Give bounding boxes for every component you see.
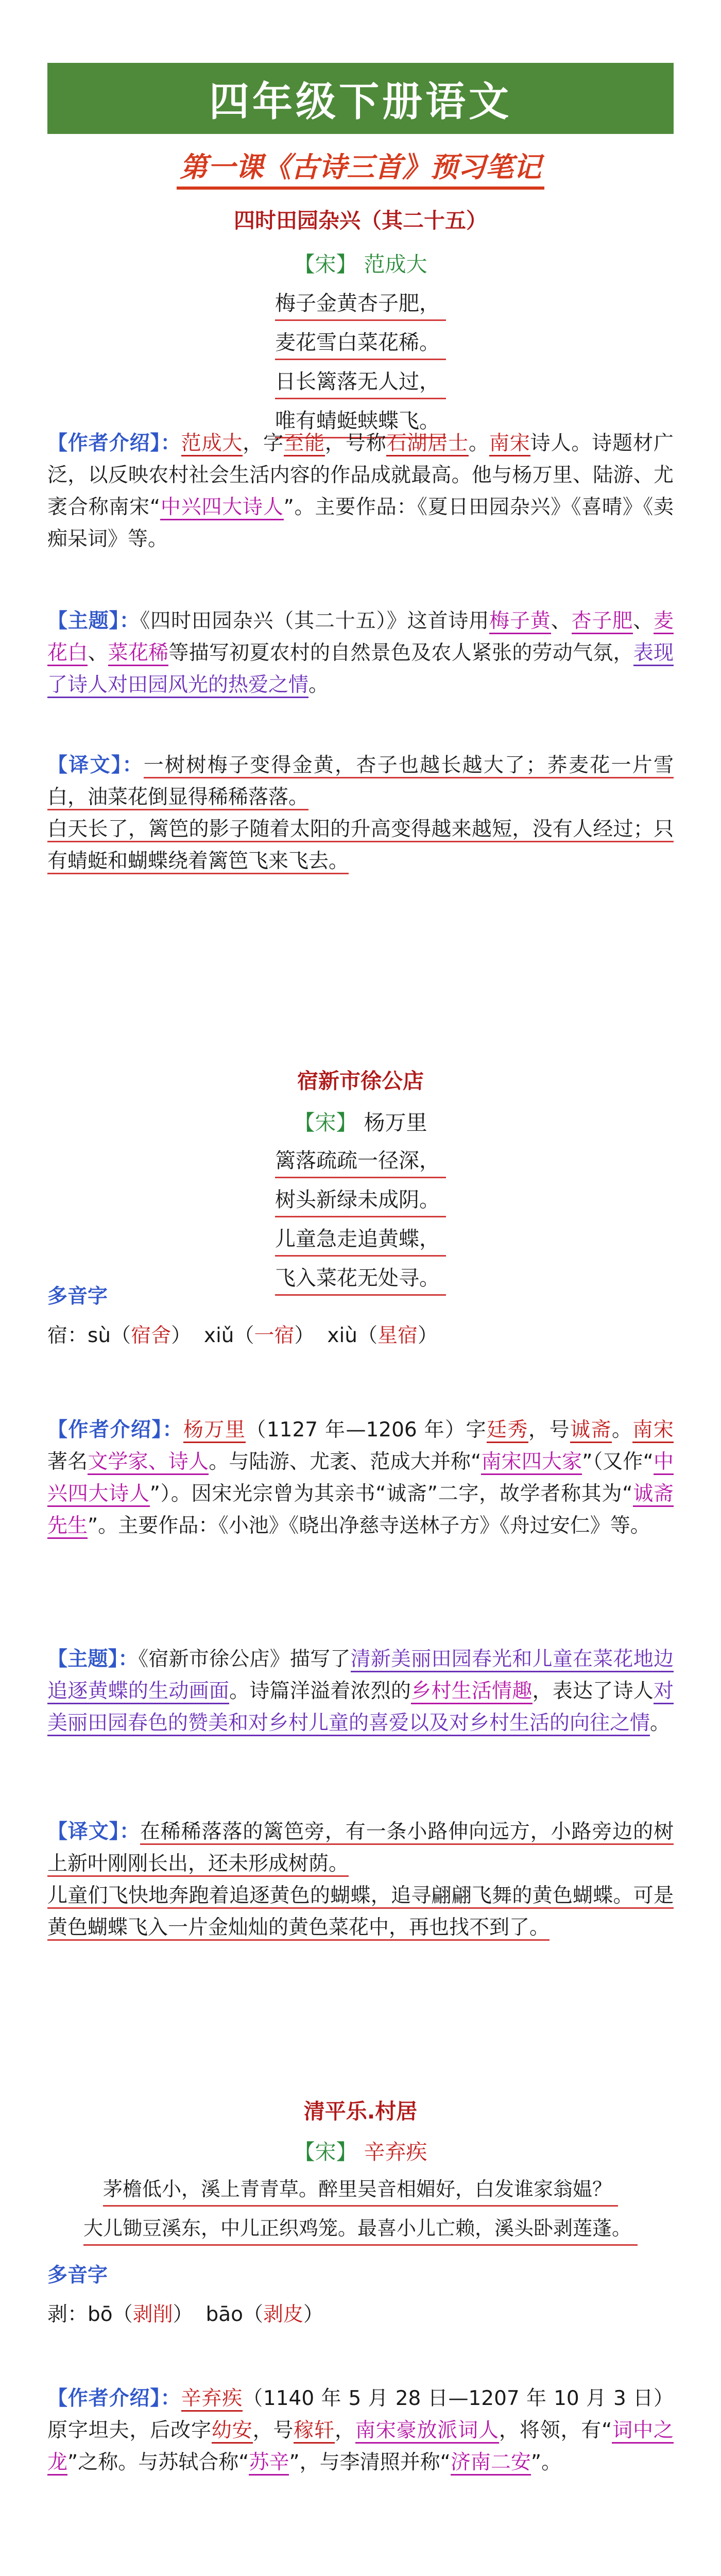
poem1-author-text: ，号称 xyxy=(324,432,387,455)
poem1-author-hao: 石湖居士 xyxy=(386,432,469,456)
polyphone-pinyin: xiǔ（ xyxy=(203,1324,254,1347)
poem2-line-4: 飞入菜花无处寻。 xyxy=(275,1257,446,1296)
poem2-author-title: 诚斋先生 xyxy=(47,1482,674,1539)
subtitle-block xyxy=(0,145,721,185)
poem2-line-1: 篱落疏疏一径深， xyxy=(275,1139,446,1178)
poem1-author-text: 诗人。诗题材广泛，以反映农村社会生活内容的作品成就最高。他与杨万里、陆游、尤袤合称南宋“ xyxy=(47,432,674,519)
poem2-author-text: ，号 xyxy=(528,1418,570,1442)
poem1-theme-text: 、 xyxy=(551,609,572,633)
poem2-theme-text: 。 xyxy=(650,1711,671,1735)
poem2-lines xyxy=(47,1139,674,1296)
polyphone-pinyin: xiù（ xyxy=(327,1324,377,1347)
poem2-author-text: 。 xyxy=(611,1418,633,1442)
poem2-polyphone xyxy=(47,1280,674,1348)
poem1-theme-text: 、 xyxy=(633,609,654,633)
poem1-line-4: 唯有蜻蜓蛱蝶飞。 xyxy=(275,399,446,438)
poem2-line-3: 儿童急走追黄蝶， xyxy=(275,1217,446,1257)
poem1-theme-keyword: 杏子肥 xyxy=(572,609,633,634)
poem2-theme-text: 《宿新市徐公店》描写了 xyxy=(138,1648,351,1671)
poem3-author-pair: 苏辛 xyxy=(249,2451,289,2476)
poem1-line-3: 日长篱落无人过， xyxy=(275,360,446,399)
poem1-author-name: 范成大 xyxy=(181,432,243,456)
poem1-lines xyxy=(47,282,674,438)
poem1-theme-label: 【主题】： xyxy=(47,609,140,633)
poem2-author-text: ”。主要作品：《小池》《晓出净慈寺送林子方》《舟过安仁》等。 xyxy=(88,1514,650,1537)
poem2-translation-label: 【译文】： xyxy=(47,1820,140,1843)
poem2-author-text: 著名 xyxy=(47,1450,88,1473)
poem1-author-label: 【作者介绍】： xyxy=(47,432,181,455)
poem1-translation-label: 【译文】： xyxy=(47,754,144,777)
poem2-title: 宿新市徐公店 xyxy=(297,1069,424,1093)
poem2-author-dynasty: 南宋 xyxy=(632,1418,673,1443)
poem1-poet-line xyxy=(47,247,674,278)
poem2-theme-keyword: 乡村生活情趣 xyxy=(411,1680,532,1704)
poem2-author-hao: 诚斋 xyxy=(570,1418,612,1443)
poem2-author-paragraph xyxy=(47,1414,674,1542)
polyphone-paren: ） xyxy=(418,1324,438,1347)
poem2-theme xyxy=(47,1643,674,1739)
polyphone-char: 宿： xyxy=(47,1324,88,1347)
poem2-section xyxy=(47,1064,674,1296)
poem2-poet: 杨万里 xyxy=(364,1110,427,1135)
poem1-theme-text: 等描写初夏农村的自然景色及农人紧张的劳动气氛， xyxy=(168,641,633,665)
poem2-polyphone-line xyxy=(47,1319,674,1348)
poem3-author-text: ”。 xyxy=(530,2451,562,2474)
polyphone-paren: ） xyxy=(303,2303,324,2326)
poem2-author-group: 南宋四大家 xyxy=(481,1450,582,1475)
poem1-theme-keyword: 麦花白 xyxy=(47,609,674,666)
poem2-translation-sentence-1: 在稀稀落落的篱笆旁，有一条小路伸向远方，小路旁边的树上新叶刚刚长出，还未形成树荫。 xyxy=(47,1820,674,1877)
poem1-theme-text: 。 xyxy=(308,673,329,697)
poem1-author xyxy=(47,428,674,555)
poem1-theme-text: 、 xyxy=(88,641,108,665)
poem2-dynasty: 【宋】 xyxy=(294,1110,357,1135)
poem3-poet-line xyxy=(47,2135,674,2165)
poem2-author-group: 中兴四大诗人 xyxy=(47,1450,674,1507)
poem2-polyphone-label: 多音字 xyxy=(47,1285,108,1308)
poem3-poet: 辛弃疾 xyxy=(364,2140,427,2164)
poem2-author-label: 【作者介绍】： xyxy=(47,1418,183,1442)
poem2-line-2: 树头新绿未成阴。 xyxy=(275,1178,446,1217)
poem1-line-1: 梅子金黄杏子肥， xyxy=(275,282,446,321)
poem1-author-dynasty: 南宋 xyxy=(489,432,530,456)
poem2-theme-text: 。诗篇洋溢着浓烈的 xyxy=(229,1680,411,1703)
poem3-author-pair: 济南二安 xyxy=(451,2451,531,2476)
poem1-author-paragraph xyxy=(47,428,674,555)
poem1-author-zi: 至能 xyxy=(284,432,325,456)
poem1-poet: 范成大 xyxy=(364,252,427,277)
poem1-translation-paragraph xyxy=(47,750,674,877)
poem1-translation-sentence-2: 白天长了，篱笆的影子随着太阳的升高变得越来越短，没有人经过；只有蜻蜓和蝴蝶绕着篱笆飞来飞去。 xyxy=(47,818,674,874)
polyphone-pinyin: bāo（ xyxy=(205,2303,263,2326)
poem1-theme-emotion: 表现了诗人对田园风光的热爱之情 xyxy=(47,641,674,698)
poem3-author-text: ，号 xyxy=(252,2419,294,2442)
poem2-translation xyxy=(47,1816,674,1944)
poem2-author-text: ”（又作“ xyxy=(582,1450,654,1473)
polyphone-paren: ） xyxy=(294,1324,315,1347)
poem2-author-text: 。与陆游、尤袤、范成大并称“ xyxy=(209,1450,482,1473)
poem2-theme-paragraph xyxy=(47,1643,674,1739)
poem3-section xyxy=(47,2094,674,2246)
poem3-author-text: ， xyxy=(335,2419,355,2442)
poem3-author-text: ”，与李清照并称“ xyxy=(289,2451,451,2474)
poem2-author-zi: 廷秀 xyxy=(487,1418,528,1443)
poem2-author-text: （1127 年—1206 年）字 xyxy=(246,1418,487,1442)
poem3-author-text: ”之称。与苏轼合称“ xyxy=(67,2451,249,2474)
poem1-dynasty: 【宋】 xyxy=(294,252,357,277)
polyphone-word: 剥削 xyxy=(132,2303,173,2326)
poem2-theme-text: ，表达了诗人 xyxy=(532,1680,654,1703)
poem3-dynasty: 【宋】 xyxy=(294,2140,357,2164)
poem1-author-text: ，字 xyxy=(243,432,284,455)
page-subtitle: 第一课《古诗三首》预习笔记 xyxy=(177,151,544,190)
poem3-line-1: 茅檐低小，溪上青青草。醉里吴音相媚好，白发谁家翁媪？ xyxy=(103,2167,618,2207)
polyphone-char: 剥： xyxy=(47,2303,88,2326)
poem3-polyphone xyxy=(47,2259,674,2327)
poem1-theme-keyword: 菜花稀 xyxy=(108,641,169,666)
poem1-translation-sentence-1: 一树树梅子变得金黄，杏子也越长越大了；荞麦花一片雪白，油菜花倒显得稀稀落落。 xyxy=(47,754,674,810)
poem2-theme-emotion: 对美丽田园春色的赞美和对乡村儿童的喜爱以及对乡村生活的向往之情 xyxy=(47,1680,674,1736)
polyphone-paren: ） xyxy=(173,2303,193,2326)
page-title: 四年级下册语文 xyxy=(209,79,512,125)
poem2-author xyxy=(47,1414,674,1542)
poem2-author-text: ”）。因宋光宗曾为其亲书“诚斋”二字，故学者称其为“ xyxy=(149,1482,633,1505)
polyphone-paren: ） xyxy=(171,1324,192,1347)
poem2-poet-line xyxy=(47,1106,674,1136)
poem3-author-role: 南宋豪放派词人 xyxy=(355,2419,499,2444)
polyphone-pinyin: sù（ xyxy=(88,1324,131,1347)
poem3-author-label: 【作者介绍】： xyxy=(47,2387,181,2410)
poem1-theme-keyword: 梅子黄 xyxy=(489,609,551,634)
poem1-author-text: ”。主要作品：《夏日田园杂兴》《喜晴》《卖痴呆词》等。 xyxy=(47,496,674,551)
polyphone-word: 剥皮 xyxy=(263,2303,304,2326)
poem3-line-2: 大儿锄豆溪东，中儿正织鸡笼。最喜小儿亡赖，溪头卧剥莲蓬。 xyxy=(83,2207,638,2246)
poem3-author-hao: 稼轩 xyxy=(294,2419,335,2444)
title-banner xyxy=(47,63,674,134)
poem1-theme-paragraph xyxy=(47,605,674,701)
poem3-author-text: （1140 年 5 月 28 日—1207 年 10 月 3 日）原字坦夫，后改字 xyxy=(47,2387,674,2442)
poem1-theme xyxy=(47,605,674,701)
poem3-lines xyxy=(47,2167,674,2246)
poem2-theme-label: 【主题】： xyxy=(47,1648,139,1671)
poem1-section xyxy=(47,204,674,438)
poem3-author-paragraph xyxy=(47,2383,674,2479)
polyphone-word: 宿舍 xyxy=(131,1324,171,1347)
polyphone-word: 星宿 xyxy=(377,1324,418,1347)
poem3-polyphone-line xyxy=(47,2298,674,2327)
poem2-translation-sentence-2: 儿童们飞快地奔跑着追逐黄色的蝴蝶，追寻翩翩飞舞的黄色蝴蝶。可是黄色蝴蝶飞入一片金灿灿的黄色菜花中，再也找不到了。 xyxy=(47,1884,674,1941)
poem3-polyphone-label: 多音字 xyxy=(47,2264,108,2287)
poem3-title: 清平乐.村居 xyxy=(303,2099,418,2124)
poem1-translation xyxy=(47,750,674,877)
poem1-theme-text: 《四时田园杂兴（其二十五）》这首诗用 xyxy=(140,609,490,633)
poem3-author-name: 辛弃疾 xyxy=(181,2387,243,2412)
poem3-author xyxy=(47,2383,674,2479)
poem1-title: 四时田园杂兴（其二十五） xyxy=(234,208,487,233)
poem3-author-epithet: 词中之龙 xyxy=(47,2419,674,2476)
poem2-author-role: 文学家、诗人 xyxy=(88,1450,209,1475)
poem2-theme-scene: 清新美丽田园春光和儿童在菜花地边追逐黄蝶的生动画面 xyxy=(47,1648,674,1704)
poem3-author-zi: 幼安 xyxy=(212,2419,253,2444)
polyphone-pinyin: bō（ xyxy=(88,2303,133,2326)
poem3-author-text: ，将领，有“ xyxy=(499,2419,612,2442)
poem2-author-name: 杨万里 xyxy=(183,1418,246,1443)
poem1-author-text: 。 xyxy=(468,432,489,455)
poem1-author-group: 中兴四大诗人 xyxy=(160,496,283,520)
poem1-line-2: 麦花雪白菜花稀。 xyxy=(275,321,446,360)
poem2-translation-paragraph xyxy=(47,1816,674,1944)
polyphone-word: 一宿 xyxy=(254,1324,295,1347)
